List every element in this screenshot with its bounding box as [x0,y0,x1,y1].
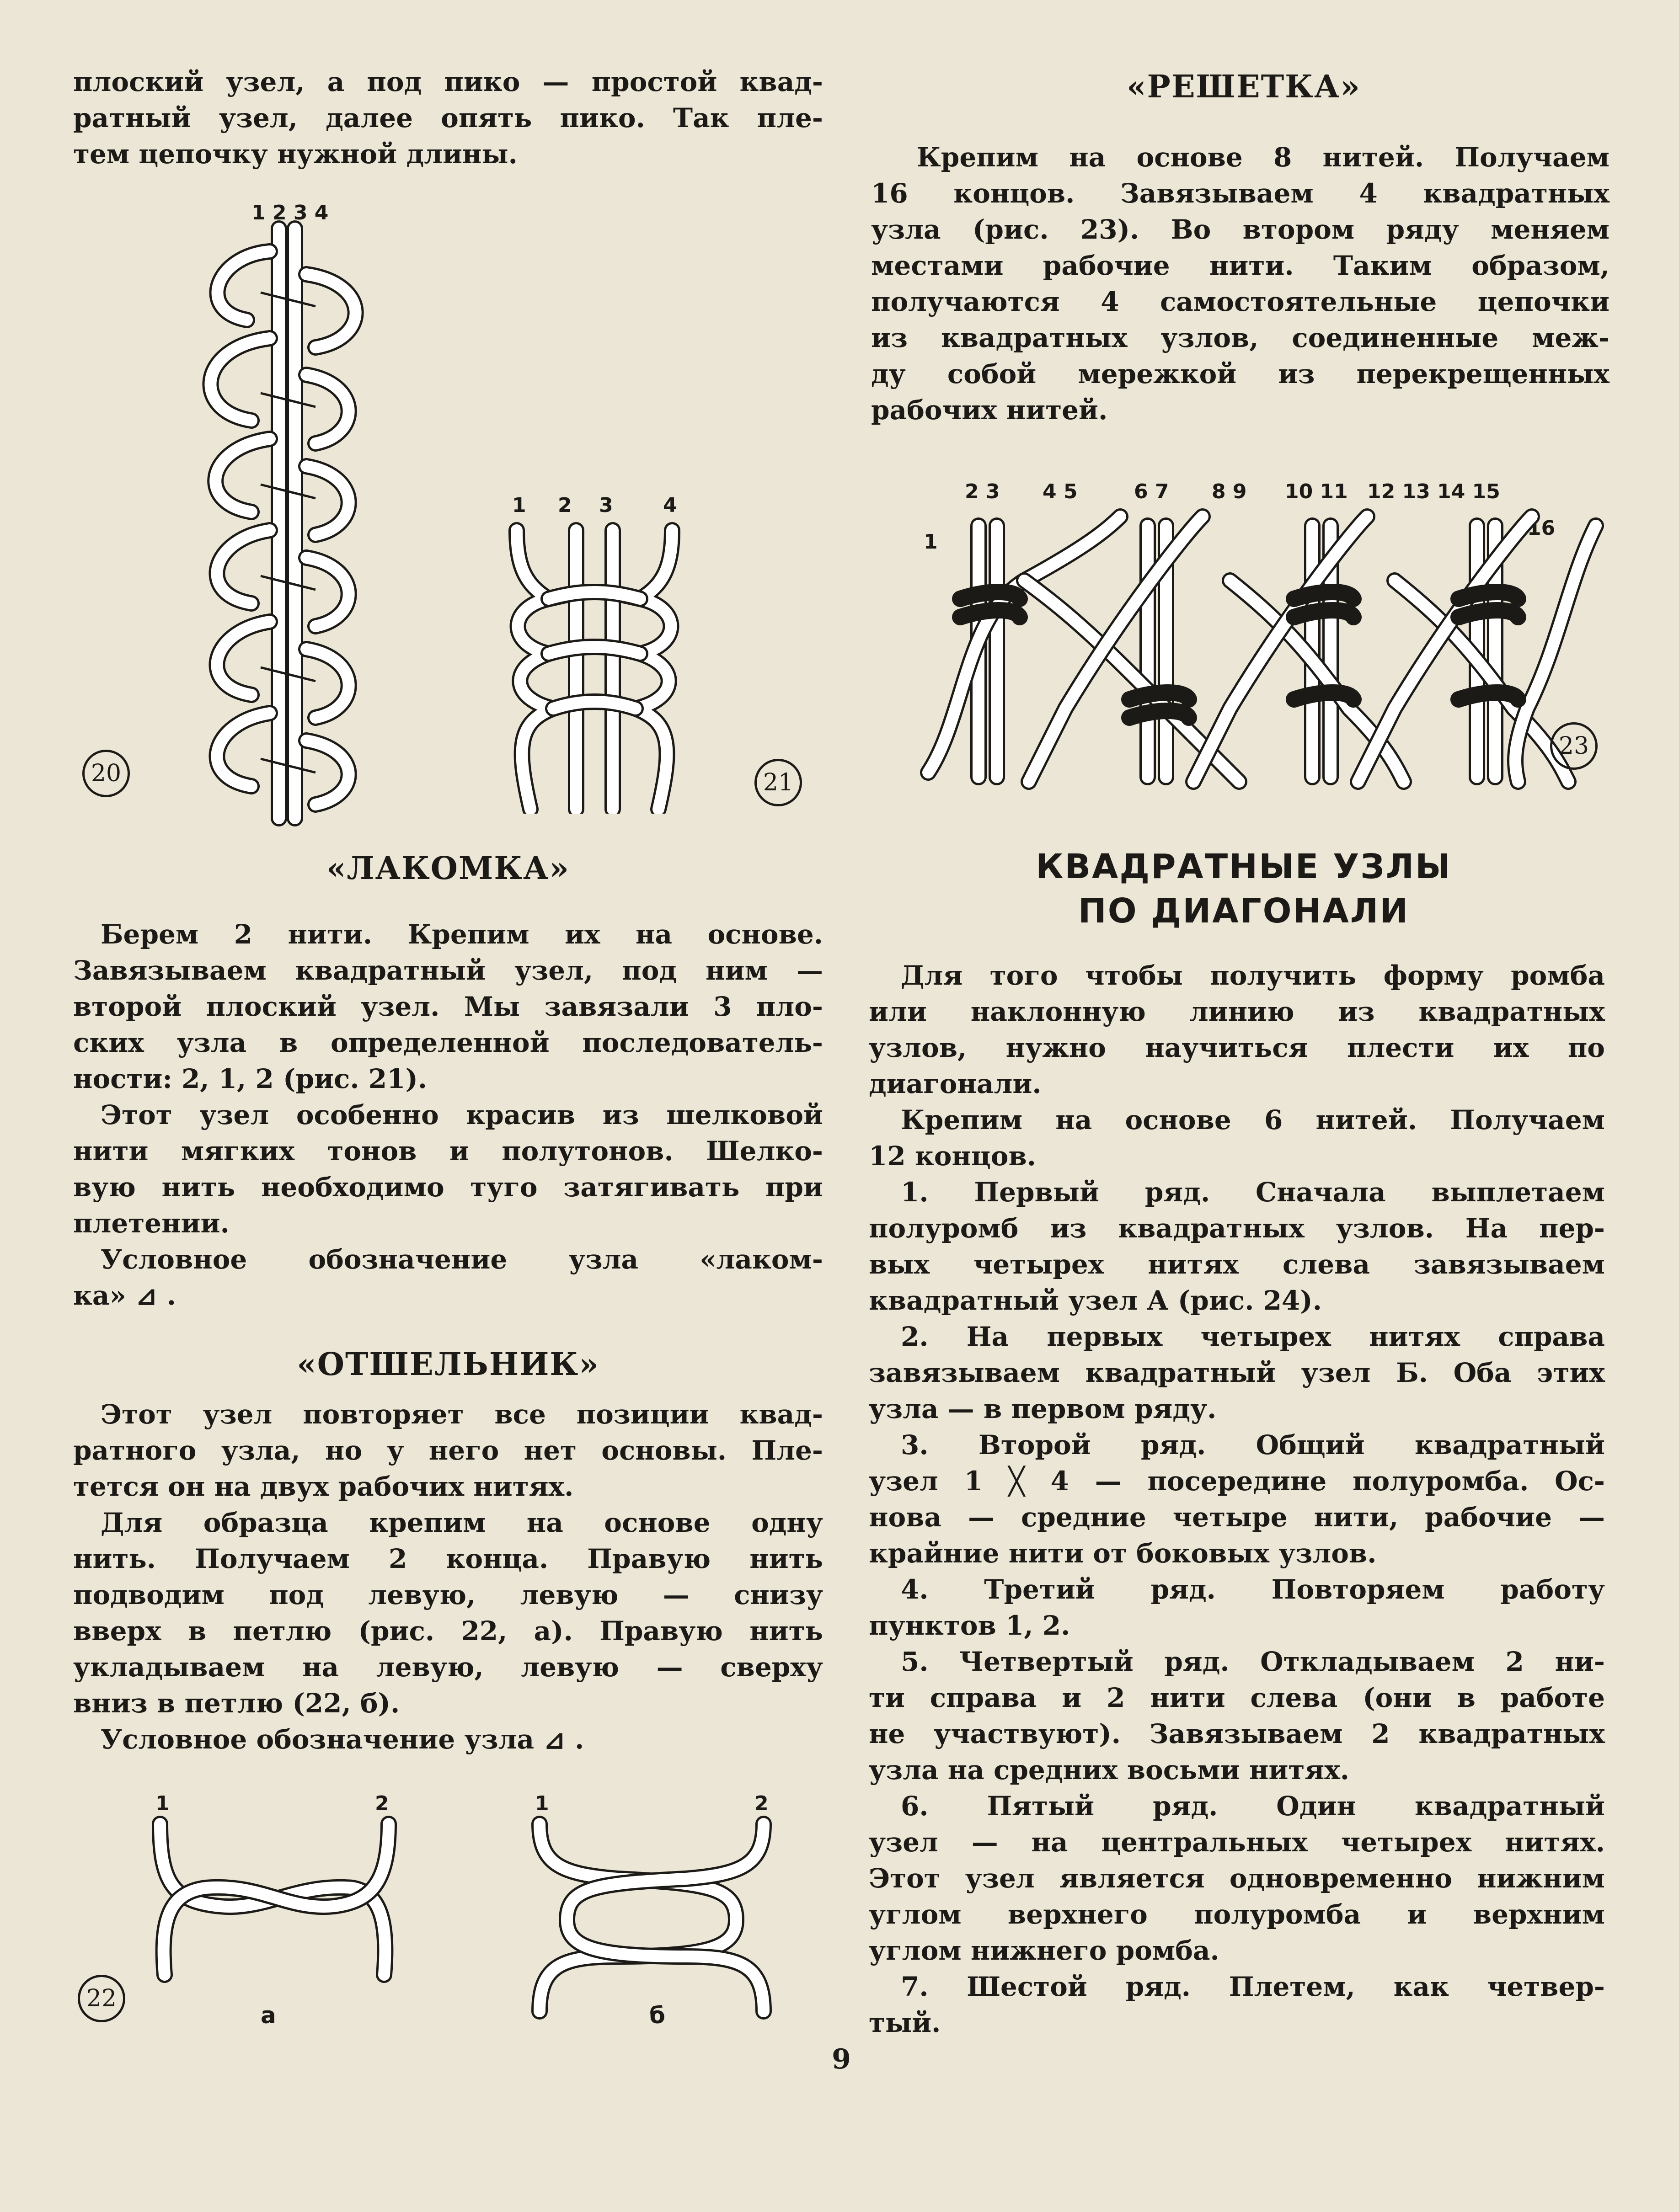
text-line: узла (рис. 23). Во втором ряду меняем [871,214,1609,245]
fig21-thread-4: 4 [663,494,677,517]
otshelnik-title: «ОТШЕЛЬНИК» [297,1346,599,1383]
text-line: Условное обозначение узла «лаком- [101,1244,823,1275]
text-line: 7. Шестой ряд. Плетем, как четвер- [901,1971,1605,2002]
text-line: вых четырех нитях слева завязываем [869,1249,1605,1280]
text-line: ратного узла, но у него нет основы. Пле- [73,1435,823,1466]
figure-20 [78,201,398,832]
otshelnik-paragraph [73,1396,823,1758]
text-line: узла на средних восьми нитях. [869,1754,1349,1786]
text-line: из квадратных узлов, соединенные меж- [871,322,1609,353]
text-line: 16 концов. Завязываем 4 квадратных [871,178,1609,209]
diagonal-text [869,958,1605,2041]
fig20-number-circle: 20 [82,750,130,797]
fig22-number-circle: 22 [78,1975,125,2022]
text-line: 5. Четвертый ряд. Откладываем 2 ни- [901,1646,1605,1677]
text-line: 6. Пятый ряд. Один квадратный [901,1791,1605,1822]
text-line: углом верхнего полуромба и верхним [869,1899,1605,1930]
text-line: Крепим на основе 8 нитей. Получаем [917,142,1609,173]
text-line: Этот узел повторяет все позиции квад- [101,1399,823,1430]
text-line: нова — средние четыре нити, рабочие — [869,1502,1605,1533]
lakomka-text [73,917,823,1314]
diagonal-title-line2: ПО ДИАГОНАЛИ [1078,891,1410,931]
intro-paragraph [73,64,823,172]
reshetka-title: «РЕШЕТКА» [1127,69,1361,105]
fig22b-thread-1: 1 [535,1792,549,1815]
fig23-num-10-11: 10 11 [1285,480,1348,503]
text-line: местами рабочие нити. Таким образом, [871,250,1609,281]
text-line: ратный узел, далее опять пико. Так пле- [73,102,823,133]
text-line: укладываем на левую, левую — сверху [73,1652,823,1683]
text-line: ка» ⊿ . [73,1280,176,1311]
text-line: нити мягких тонов и полутонов. Шелко- [73,1135,823,1167]
fig23-num-2-3: 2 3 [965,480,1000,503]
text-line: 2. На первых четырех нитях справа [901,1321,1605,1352]
text-line: узлов, нужно научиться плести их по [869,1032,1605,1063]
diagonal-title-line1: КВАДРАТНЫЕ УЗЛЫ [1036,847,1452,886]
text-line: Берем 2 нити. Крепим их на основе. [101,919,823,950]
fig22-sub-b: б [649,2002,665,2029]
fig22a-thread-1: 1 [155,1792,170,1815]
text-line: Завязываем квадратный узел, под ним — [73,955,823,986]
fig23-num-8-9: 8 9 [1212,480,1247,503]
text-line: Для того чтобы получить форму ромба [901,960,1605,991]
text-line: завязываем квадратный узел Б. Оба этих [869,1357,1605,1388]
text-line: узла — в первом ряду. [869,1393,1217,1424]
fig21-number-circle: 21 [754,759,802,806]
text-line: нить. Получаем 2 конца. Правую нить [73,1543,823,1574]
page-number: 9 [832,2043,851,2075]
text-line: вую нить необходимо туго затягивать при [73,1172,823,1203]
fig23-number-circle: 23 [1550,722,1598,770]
figure-22 [69,1792,823,2066]
fig23-num-6-7: 6 7 [1134,480,1169,503]
text-line: узел 1 ╳ 4 — посередине полуромба. Ос- [869,1466,1605,1497]
fig22-sub-a: а [261,2002,276,2029]
text-line: вверх в петлю (рис. 22, а). Правую нить [73,1615,823,1647]
fig23-num-4-5: 4 5 [1043,480,1078,503]
text-line: плетении. [73,1208,230,1239]
text-line: Крепим на основе 6 нитей. Получаем [901,1104,1605,1135]
text-line: получаются 4 самостоятельные цепочки [871,286,1609,317]
text-line: тется он на двух рабочих нитях. [73,1471,574,1502]
otshelnik-text [73,1396,823,1758]
figure-21 [480,494,828,823]
text-line: 4. Третий ряд. Повторяем работу [901,1574,1605,1605]
text-line: вниз в петлю (22, б). [73,1688,400,1719]
text-line: полуромб из квадратных узлов. На пер- [869,1213,1605,1244]
text-line: Для образца крепим на основе одну [101,1507,823,1538]
text-line: 12 концов. [869,1141,1036,1172]
text-line: Условное обозначение узла ⊿ . [101,1724,584,1755]
fig21-knot-drawing [480,494,754,814]
fig22a-thread-2: 2 [375,1792,389,1815]
text-line: ду собой мережкой из перекрещенных [871,358,1609,389]
reshetka-paragraph [871,139,1609,428]
text-line: ти справа и 2 нити слева (они в работе [869,1682,1605,1713]
text-line: пунктов 1, 2. [869,1610,1070,1641]
lakomka-title: «ЛАКОМКА» [326,850,570,887]
diagonal-paragraph [869,958,1605,2041]
left-top-text [73,64,823,172]
fig23-num-12-15: 12 13 14 15 [1367,480,1500,503]
text-line: Этот узел является одновременно нижним [869,1863,1605,1894]
fig23-lattice-drawing [910,507,1623,800]
text-line: ности: 2, 1, 2 (рис. 21). [73,1063,428,1094]
text-line: второй плоский узел. Мы завязали 3 пло- [73,991,823,1022]
fig20-thread-numbers: 1 2 3 4 [251,201,329,224]
text-line: плоский узел, а под пико — простой квад- [73,66,823,97]
text-line: ских узла в определенной последователь- [73,1027,823,1058]
fig21-thread-2: 2 [558,494,572,517]
text-line: Этот узел особенно красив из шелковой [101,1099,823,1130]
figure-23 [910,480,1623,800]
text-line: подводим под левую, левую — снизу [73,1579,823,1610]
text-line: не участвуют). Завязываем 2 квадратных [869,1718,1605,1749]
text-line: диагонали. [869,1068,1042,1099]
text-line: углом нижнего ромба. [869,1935,1219,1966]
fig20-chain-drawing [78,201,398,832]
text-line: тем цепочку нужной длины. [73,139,518,170]
fig22b-thread-2: 2 [754,1792,769,1815]
lakomka-paragraph [73,917,823,1314]
text-line: крайние нити от боковых узлов. [869,1538,1377,1569]
text-line: 1. Первый ряд. Сначала выплетаем [901,1177,1605,1208]
fig21-thread-3: 3 [599,494,613,517]
reshetka-text [871,139,1609,428]
text-line: узел — на центральных четырех нитях. [869,1827,1605,1858]
text-line: 3. Второй ряд. Общий квадратный [901,1429,1605,1460]
text-line: рабочих нитей. [871,394,1108,426]
text-line: квадратный узел А (рис. 24). [869,1285,1322,1316]
fig23-num-1: 1 [924,530,938,554]
text-line: или наклонную линию из квадратных [869,996,1605,1027]
fig21-thread-1: 1 [512,494,526,517]
text-line: тый. [869,2007,941,2038]
fig22-knot-drawings [69,1792,823,2048]
fig23-num-16: 16 [1527,517,1556,540]
